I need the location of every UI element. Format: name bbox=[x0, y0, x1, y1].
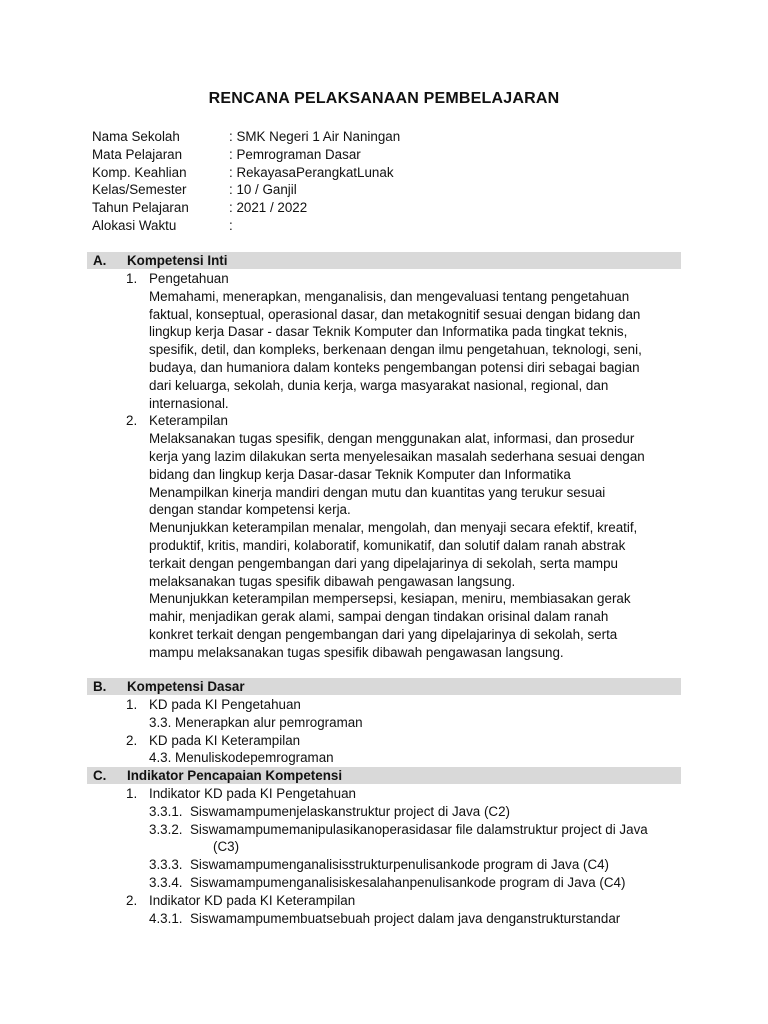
paragraph-line: internasional. bbox=[149, 395, 229, 411]
kd-item-heading bbox=[0, 732, 768, 750]
indicator-line bbox=[0, 856, 768, 874]
indicator-line bbox=[0, 821, 768, 839]
section-b-header bbox=[87, 678, 681, 695]
indicator-text: Siswamampumenjelaskanstruktur project di Java (C2) bbox=[190, 803, 511, 819]
info-label: Tahun Pelajaran bbox=[92, 200, 189, 216]
item-number: 1. bbox=[126, 271, 138, 286]
paragraph-line: lingkup kerja Dasar - dasar Teknik Komputer dan Informatika pada tingkat teknis, bbox=[149, 324, 628, 340]
indicator-line bbox=[0, 874, 768, 892]
paragraph-line: Menunjukkan keterampilan menalar, mengolah, dan menyaji secara efektif, kreatif, bbox=[149, 520, 638, 536]
info-label: Kelas/Semester bbox=[92, 182, 187, 198]
indicator-code: 3.3.3. bbox=[149, 857, 183, 873]
item-number: 1. bbox=[126, 786, 138, 801]
ki-item-heading bbox=[0, 270, 768, 288]
item-label: Keterampilan bbox=[149, 413, 228, 429]
indicator-text: Siswamampumenganalisiskesalahanpenulisankode program di Java (C4) bbox=[190, 874, 626, 890]
paragraph-line: dari keluarga, sekolah, dunia kerja, warga masyarakat nasional, regional, dan bbox=[149, 377, 609, 393]
section-title: Kompetensi Inti bbox=[127, 253, 228, 268]
paragraph-line: kerja yang lazim dilakukan serta menyelesaikan masalah sederhana sesuai dengan bbox=[149, 448, 645, 464]
indicator-code: 4.3.1. bbox=[149, 910, 183, 926]
paragraph-line: spesifik, detil, dan kompleks, berkenaan dengan ilmu pengetahuan, teknologi, seni, bbox=[149, 342, 642, 358]
kompetensi-inti bbox=[0, 270, 768, 662]
info-label: Mata Pelajaran bbox=[92, 146, 183, 162]
section-c-header bbox=[87, 767, 681, 784]
item-label: Indikator KD pada KI Keterampilan bbox=[149, 892, 356, 908]
info-value: : SMK Negeri 1 Air Naningan bbox=[229, 129, 401, 144]
document-title: RENCANA PELAKSANAAN PEMBELAJARAN bbox=[208, 90, 560, 107]
ipk-item-heading bbox=[0, 785, 768, 803]
paragraph-line: Melaksanakan tugas spesifik, dengan menggunakan alat, informasi, dan prosedur bbox=[149, 431, 635, 447]
section-title: Kompetensi Dasar bbox=[127, 679, 245, 694]
paragraph-line: budaya, dan humaniora dalam konteks pengembangan potensi diri sebagai bagian bbox=[149, 359, 640, 375]
info-value: : 10 / Ganjil bbox=[229, 182, 297, 198]
paragraph-line: dengan standar kompetensi kerja. bbox=[149, 502, 351, 518]
info-label: Alokasi Waktu bbox=[92, 217, 177, 233]
section-letter: A. bbox=[93, 253, 107, 268]
kd-item-heading bbox=[0, 696, 768, 714]
item-number: 1. bbox=[126, 697, 138, 712]
item-number: 2. bbox=[126, 892, 138, 908]
paragraph-line: melaksanakan tugas spesifik dibawah pengawasan langsung. bbox=[149, 573, 516, 589]
section-letter: B. bbox=[93, 679, 107, 694]
item-label: Pengetahuan bbox=[149, 271, 229, 286]
paragraph-line: Menunjukkan keterampilan mempersepsi, kesiapan, meniru, membiasakan gerak bbox=[149, 591, 631, 607]
indicator-text: Siswamampumenganalisisstrukturpenulisankode program di Java (C4) bbox=[190, 857, 610, 873]
item-label: KD pada KI Pengetahuan bbox=[149, 697, 301, 712]
paragraph-line: faktual, konseptual, operasional dasar, dan metakognitif sesuai dengan bidang dan bbox=[149, 306, 641, 322]
paragraph-line: mahir, menjadikan gerak alami, sampai dengan tindakan orisinal dalam ranah bbox=[149, 609, 609, 625]
paragraph-line: Menampilkan kinerja mandiri dengan mutu dan kuantitas yang terukur sesuai bbox=[149, 484, 606, 500]
section-letter: C. bbox=[93, 768, 107, 783]
item-number: 2. bbox=[126, 413, 138, 429]
indicator-continuation: (C3) bbox=[213, 839, 240, 855]
paragraph-line: produktif, kritis, mandiri, kolaboratif, komunikatif, dan solutif dalam ranah abstrak bbox=[149, 537, 626, 553]
info-value: : Pemrograman Dasar bbox=[229, 146, 361, 162]
paragraph-line: konkret terkait dengan pengembangan dari yang dipelajarinya di sekolah, serta bbox=[149, 626, 618, 642]
ipk-item-heading bbox=[0, 892, 768, 910]
info-label: Komp. Keahlian bbox=[92, 164, 187, 180]
section-title: Indikator Pencapaian Kompetensi bbox=[127, 768, 343, 783]
indicator-code: 3.3.2. bbox=[149, 821, 183, 837]
indicator-code: 3.3.1. bbox=[149, 803, 183, 819]
indikator-pencapaian bbox=[0, 785, 768, 927]
kd-sub-item: 3.3. Menerapkan alur pemrograman bbox=[149, 714, 363, 730]
item-label: KD pada KI Keterampilan bbox=[149, 732, 301, 748]
paragraph-line: Memahami, menerapkan, menganalisis, dan mengevaluasi tentang pengetahuan bbox=[149, 288, 630, 304]
info-value: : RekayasaPerangkatLunak bbox=[229, 164, 394, 180]
info-label: Nama Sekolah bbox=[92, 129, 180, 144]
kd-sub-item: 4.3. Menuliskodepemrograman bbox=[149, 750, 334, 766]
item-label: Indikator KD pada KI Pengetahuan bbox=[149, 786, 356, 801]
paragraph-line: bidang dan lingkup kerja Dasar-dasar Teknik Komputer dan Informatika bbox=[149, 466, 571, 482]
indicator-line bbox=[0, 803, 768, 821]
info-value: : 2021 / 2022 bbox=[229, 200, 308, 216]
indicator-text: Siswamampumembuatsebuah project dalam java denganstrukturstandar bbox=[190, 910, 621, 926]
info-value: : bbox=[229, 217, 233, 233]
section-a-header bbox=[87, 252, 681, 269]
kompetensi-dasar bbox=[0, 696, 768, 767]
indicator-code: 3.3.4. bbox=[149, 874, 183, 890]
paragraph-line: mampu melaksanakan tugas spesifik dibawah pengawasan langsung. bbox=[149, 644, 564, 660]
indicator-text: Siswamampumemanipulasikanoperasidasar file dalamstruktur project di Java bbox=[190, 821, 648, 837]
indicator-line bbox=[0, 910, 768, 928]
item-number: 2. bbox=[126, 732, 138, 748]
paragraph-line: terkait dengan pengembangan dari yang dipelajarinya di sekolah, serta mampu bbox=[149, 555, 618, 571]
ki-item-heading bbox=[0, 412, 768, 430]
